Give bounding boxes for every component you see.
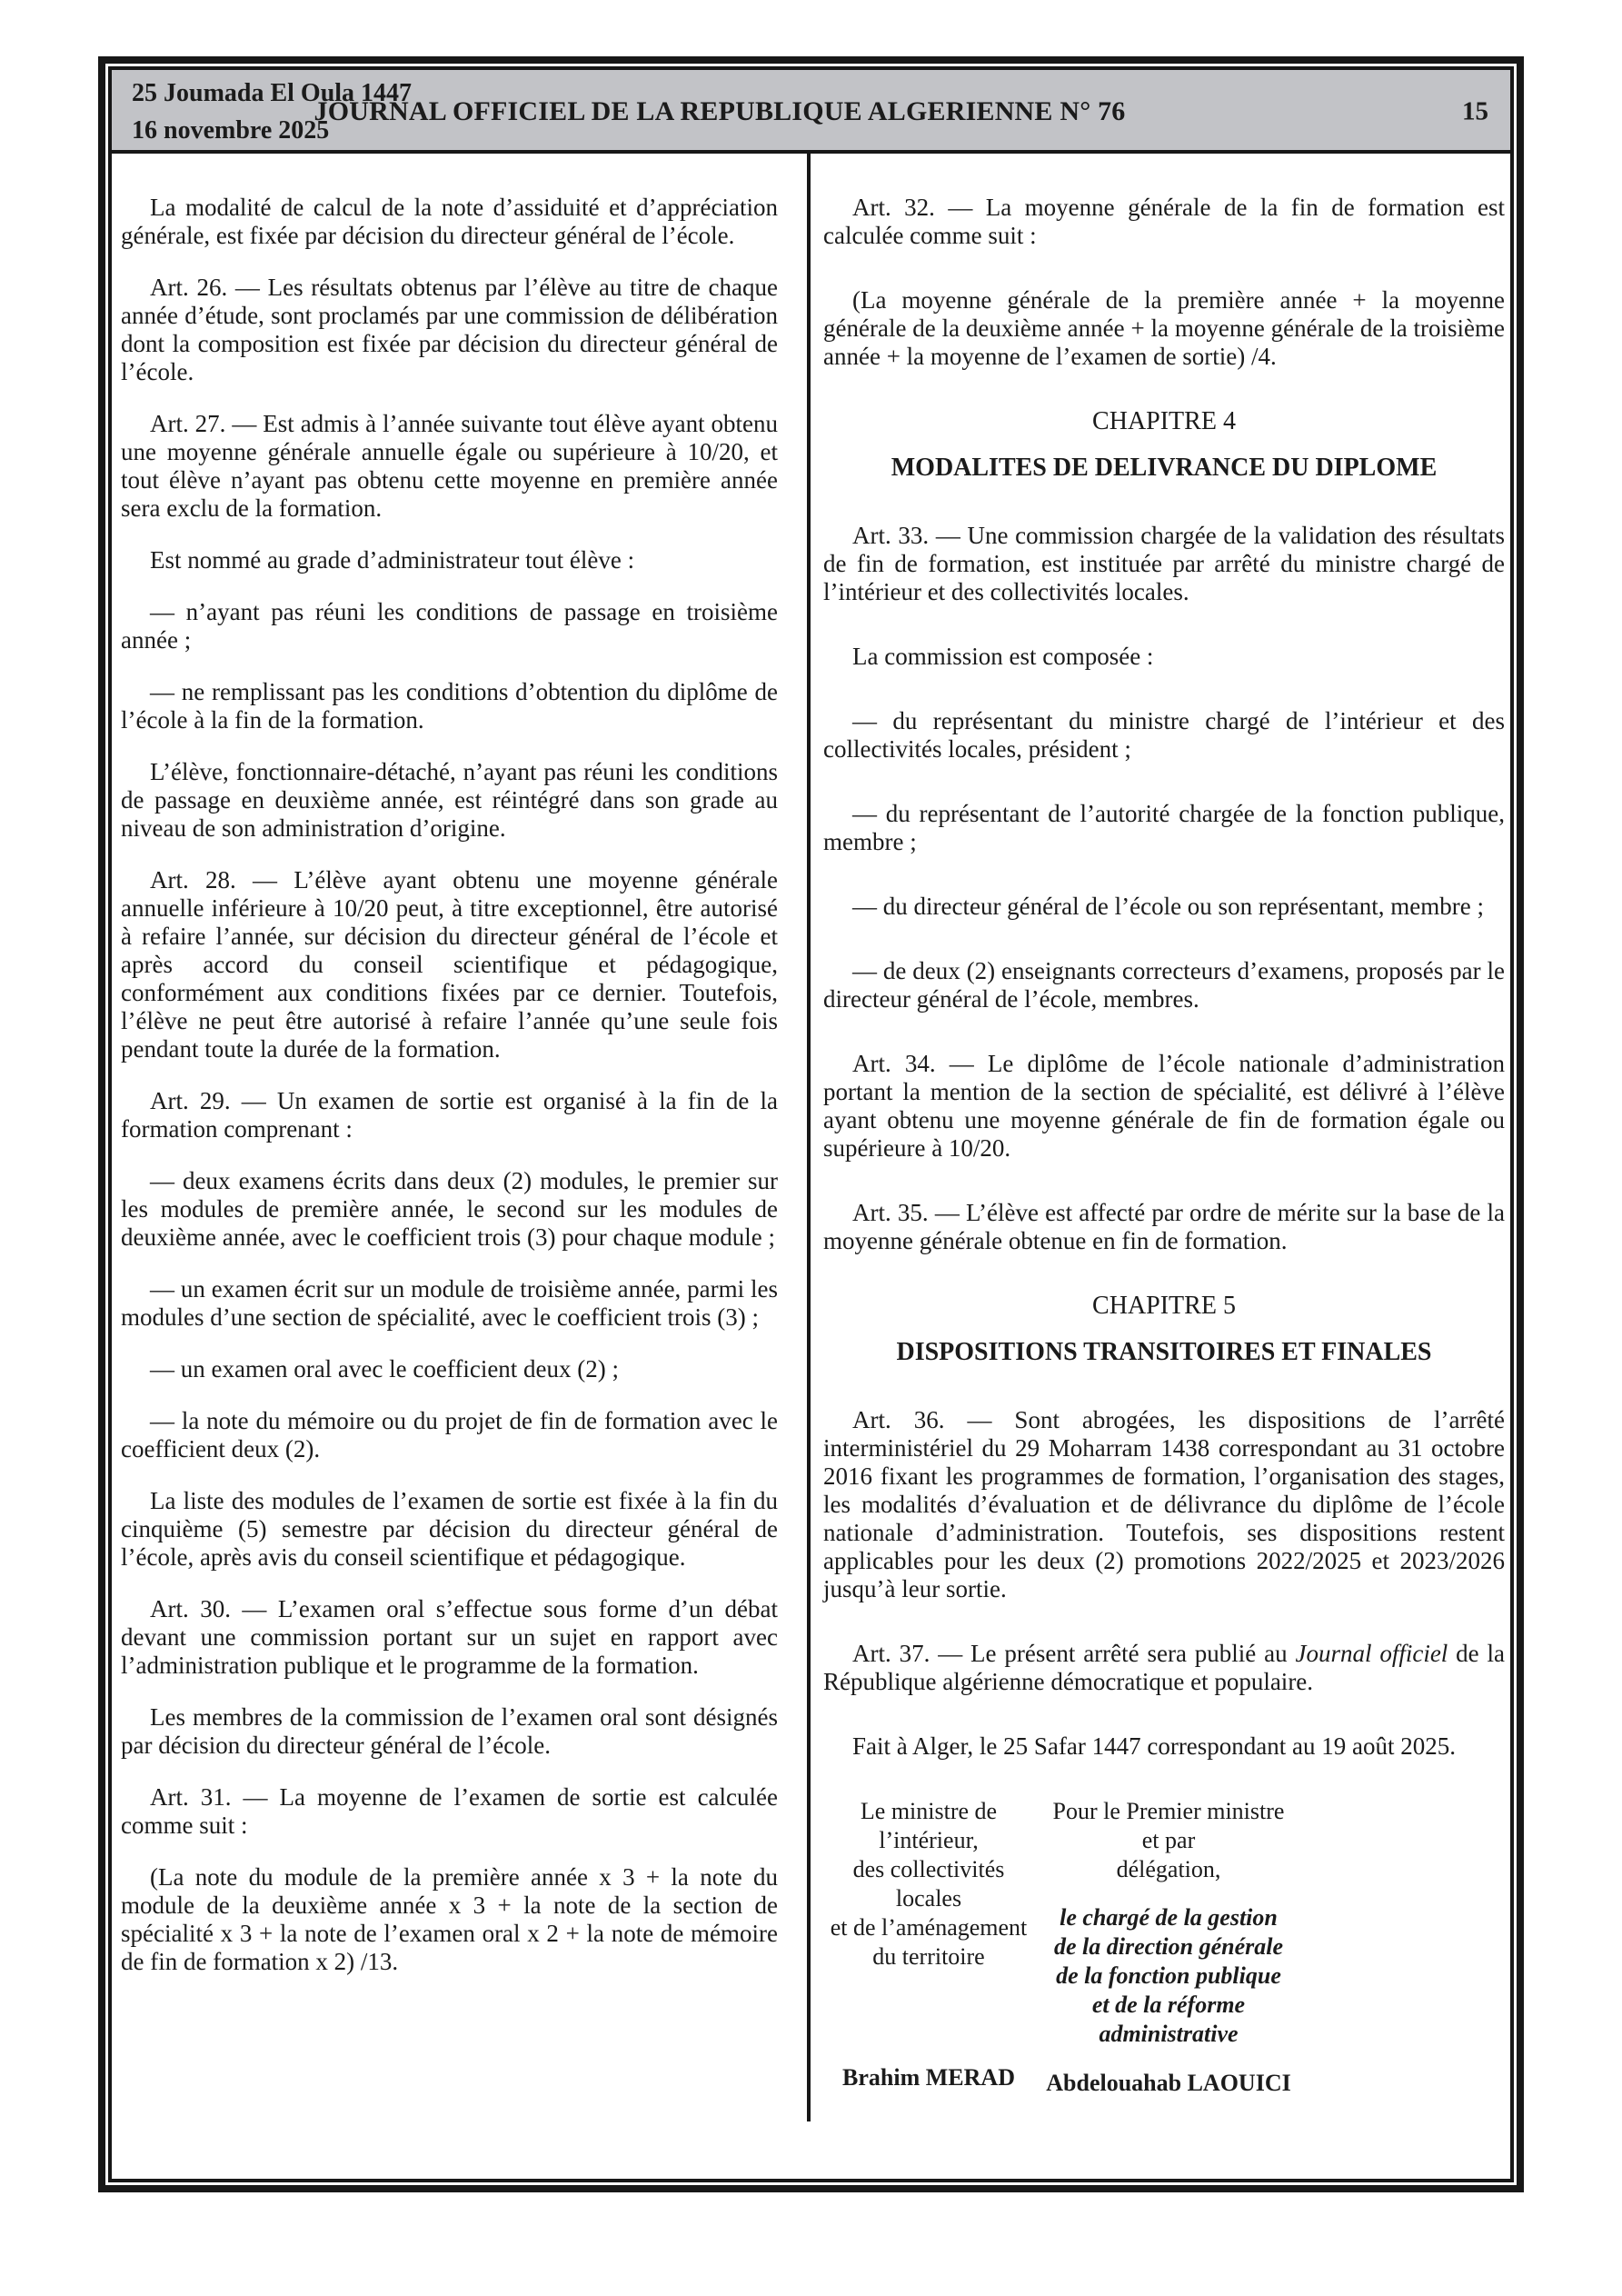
signature-right-function bbox=[1045, 1903, 1292, 2049]
signature-function-line: de la direction générale bbox=[1053, 1933, 1283, 1960]
paragraph-art-30: Art. 30. — L’examen oral s’effectue sous forme d’un débat devant une commission portant sur un sujet en rapport avec l’administration publique et le programme de la formation. bbox=[121, 1595, 778, 1679]
list-item-note-memoire: — la note du mémoire ou du projet de fin de formation avec le coefficient deux (2). bbox=[121, 1407, 778, 1462]
chapter-4-heading: CHAPITRE 4 bbox=[1092, 407, 1236, 435]
signature-left-line: et de l’aménagement bbox=[830, 1914, 1028, 1941]
list-item-membre-enseignants: — de deux (2) enseignants correcteurs d’examens, proposés par le directeur général de l’école, membres. bbox=[823, 957, 1505, 1013]
paragraph-art-37 bbox=[823, 1640, 1505, 1696]
paragraph-liste-modules: La liste des modules de l’examen de sortie est fixée à la fin du cinquième (5) semestre par décision du directeur général de l’école, après avis du conseil scientifique et pédagogique. bbox=[121, 1487, 778, 1571]
signatory-name-merad: Brahim MERAD bbox=[842, 2064, 1015, 2091]
paragraph-art-35: Art. 35. — L’élève est affecté par ordre de mérite sur la base de la moyenne générale obtenue en fin de formation. bbox=[823, 1199, 1505, 1254]
list-item-conditions-diplome: — ne remplissant pas les conditions d’obtention du diplôme de l’école à la fin de la formation. bbox=[121, 678, 778, 734]
paragraph-formule-art-31: (La note du module de la première année x 3 + la note du module de la deuxième année x 3 + la note de la section de spécialité x 3 + la note de l’examen oral x 2 + la note de mémoire de fin de formation x 2) /13. bbox=[121, 1863, 778, 1975]
paragraph-formule-art-32: (La moyenne générale de la première année + la moyenne générale de la deuxième année + la moyenne générale de la troisième année + la moyenne de l’examen de sortie) /4. bbox=[823, 286, 1505, 370]
art-37-text-end: de la République algérienne démocratique et populaire. bbox=[823, 1640, 1505, 1695]
date-gregorian: 16 novembre 2025 bbox=[132, 116, 330, 145]
paragraph-grade-administrateur: Est nommé au grade d’administrateur tout élève : bbox=[150, 546, 635, 574]
signature-function-line: le chargé de la gestion bbox=[1060, 1904, 1278, 1931]
document-inner-frame bbox=[108, 66, 1514, 2182]
signature-left-line: Le ministre de l’intérieur, bbox=[860, 1798, 998, 1853]
signature-function-line: de la fonction publique bbox=[1056, 1962, 1281, 1989]
signature-left-line: du territoire bbox=[872, 1943, 985, 1970]
paragraph-art-34: Art. 34. — Le diplôme de l’école nationale d’administration portant la mention de la section de spécialité, est délivré à l’élève ayant obtenu une moyenne générale de fin de formation égale ou supérieure à 10/20. bbox=[823, 1050, 1505, 1162]
paragraph-art-33: Art. 33. — Une commission chargée de la validation des résultats de fin de formation, est instituée par arrêté du ministre chargé de l’intérieur et des collectivités locales. bbox=[823, 522, 1505, 605]
paragraph-fonctionnaire-detache: L’élève, fonctionnaire-détaché, n’ayant pas réuni les conditions de passage en deuxième année, est réintégré dans son grade au niveau de son administration d’origine. bbox=[121, 758, 778, 842]
journal-officiel-italic: Journal officiel bbox=[1295, 1640, 1448, 1667]
paragraph-art-31: Art. 31. — La moyenne de l’examen de sortie est calculée comme suit : bbox=[121, 1783, 778, 1839]
list-item-membre-directeur: — du directeur général de l’école ou son représentant, membre ; bbox=[852, 893, 1484, 920]
paragraph-art-29: Art. 29. — Un examen de sortie est organisé à la fin de la formation comprenant : bbox=[121, 1087, 778, 1143]
masthead bbox=[112, 70, 1510, 154]
paragraph-art-28: Art. 28. — L’élève ayant obtenu une moyenne générale annuelle inférieure à 10/20 peut, à titre exceptionnel, être autorisé à refaire l’année, sur décision du directeur général de l’école et après accord du conseil scientifique et pédagogique, conformément aux conditions fixées par ce dernier. Toutefois, l’élève ne peut être autorisé à refaire l’année qu’une seule fois pendant toute la durée de la formation. bbox=[121, 866, 778, 1063]
paragraph-art-36: Art. 36. — Sont abrogées, les dispositions de l’arrêté interministériel du 29 Moharram 1438 correspondant au 31 octobre 2016 fixant les programmes de formation, l’organisation des stages, les modalités d’évaluation et de délivrance du diplôme de l’école nationale d’administration. Toutefois, ses dispositions restent applicables pour les deux (2) promotions 2022/2025 et 2023/2026 jusqu’à leur sortie. bbox=[823, 1406, 1505, 1602]
journal-title: JOURNAL OFFICIEL DE LA REPUBLIQUE ALGERIENNE N° 76 bbox=[313, 96, 1126, 126]
paragraph-commission-composee: La commission est composée : bbox=[852, 643, 1154, 670]
paragraph-art-26: Art. 26. — Les résultats obtenus par l’élève au titre de chaque année d’étude, sont proclamés par une commission de délibération dont la composition est fixée par décision du directeur général de l’école. bbox=[121, 274, 778, 385]
chapter-4-title: MODALITES DE DELIVRANCE DU DIPLOME bbox=[891, 454, 1438, 482]
date-hijri: 25 Joumada El Oula 1447 bbox=[132, 79, 413, 107]
paragraph-fait-a-alger: Fait à Alger, le 25 Safar 1447 correspondant au 19 août 2025. bbox=[852, 1732, 1457, 1760]
paragraph-art-27: Art. 27. — Est admis à l’année suivante tout élève ayant obtenu une moyenne générale annuelle égale ou supérieure à 10/20, et tout élève n’ayant pas obtenu cette moyenne en première année sera exclu de la formation. bbox=[121, 410, 778, 522]
list-item-membre-president: — du représentant du ministre chargé de l’intérieur et des collectivités locales, président ; bbox=[823, 707, 1505, 763]
column-divider-rule bbox=[807, 154, 811, 2121]
list-item-examen-oral: — un examen oral avec le coefficient deux (2) ; bbox=[150, 1355, 620, 1383]
left-column bbox=[121, 194, 778, 2000]
list-item-conditions-passage: — n’ayant pas réuni les conditions de passage en troisième année ; bbox=[121, 598, 778, 654]
paragraph-art-32: Art. 32. — La moyenne générale de la fin de formation est calculée comme suit : bbox=[823, 194, 1505, 249]
list-item-examen-ecrit-troisieme: — un examen écrit sur un module de troisième année, parmi les modules d’une section de spécialité, avec le coefficient trois (3) ; bbox=[121, 1275, 778, 1331]
art-37-text: Art. 37. — Le présent arrêté sera publié au bbox=[852, 1640, 1296, 1667]
page-number: 15 bbox=[1462, 96, 1488, 126]
signature-right-line: Pour le Premier ministre et par bbox=[1052, 1798, 1285, 1853]
paragraph-membres-commission: Les membres de la commission de l’examen oral sont désignés par décision du directeur général de l’école. bbox=[121, 1703, 778, 1759]
list-item-examens-ecrits: — deux examens écrits dans deux (2) modules, le premier sur les modules de première année, le second sur les modules de deuxième année, avec le coefficient trois (3) pour chaque module ; bbox=[121, 1167, 778, 1251]
signature-block bbox=[823, 1797, 1505, 2098]
chapter-5-heading: CHAPITRE 5 bbox=[1092, 1292, 1236, 1320]
signature-right bbox=[1045, 1797, 1292, 2098]
signatory-name-laouici: Abdelouahab LAOUICI bbox=[1046, 2070, 1291, 2096]
right-column bbox=[823, 194, 1505, 2098]
signature-right-line: délégation, bbox=[1116, 1856, 1221, 1882]
signature-function-line: et de la réforme administrative bbox=[1091, 1992, 1246, 2047]
signature-left bbox=[823, 1797, 1034, 2098]
paragraph-note-assiduite: La modalité de calcul de la note d’assiduité et d’appréciation générale, est fixée par décision du directeur général de l’école. bbox=[121, 194, 778, 249]
list-item-membre-fonction-publique: — du représentant de l’autorité chargée de la fonction publique, membre ; bbox=[823, 800, 1505, 855]
signature-left-line: des collectivités locales bbox=[852, 1856, 1005, 1912]
document-frame bbox=[98, 56, 1524, 2192]
chapter-5-title: DISPOSITIONS TRANSITOIRES ET FINALES bbox=[896, 1338, 1432, 1366]
page-content bbox=[112, 154, 1510, 2179]
